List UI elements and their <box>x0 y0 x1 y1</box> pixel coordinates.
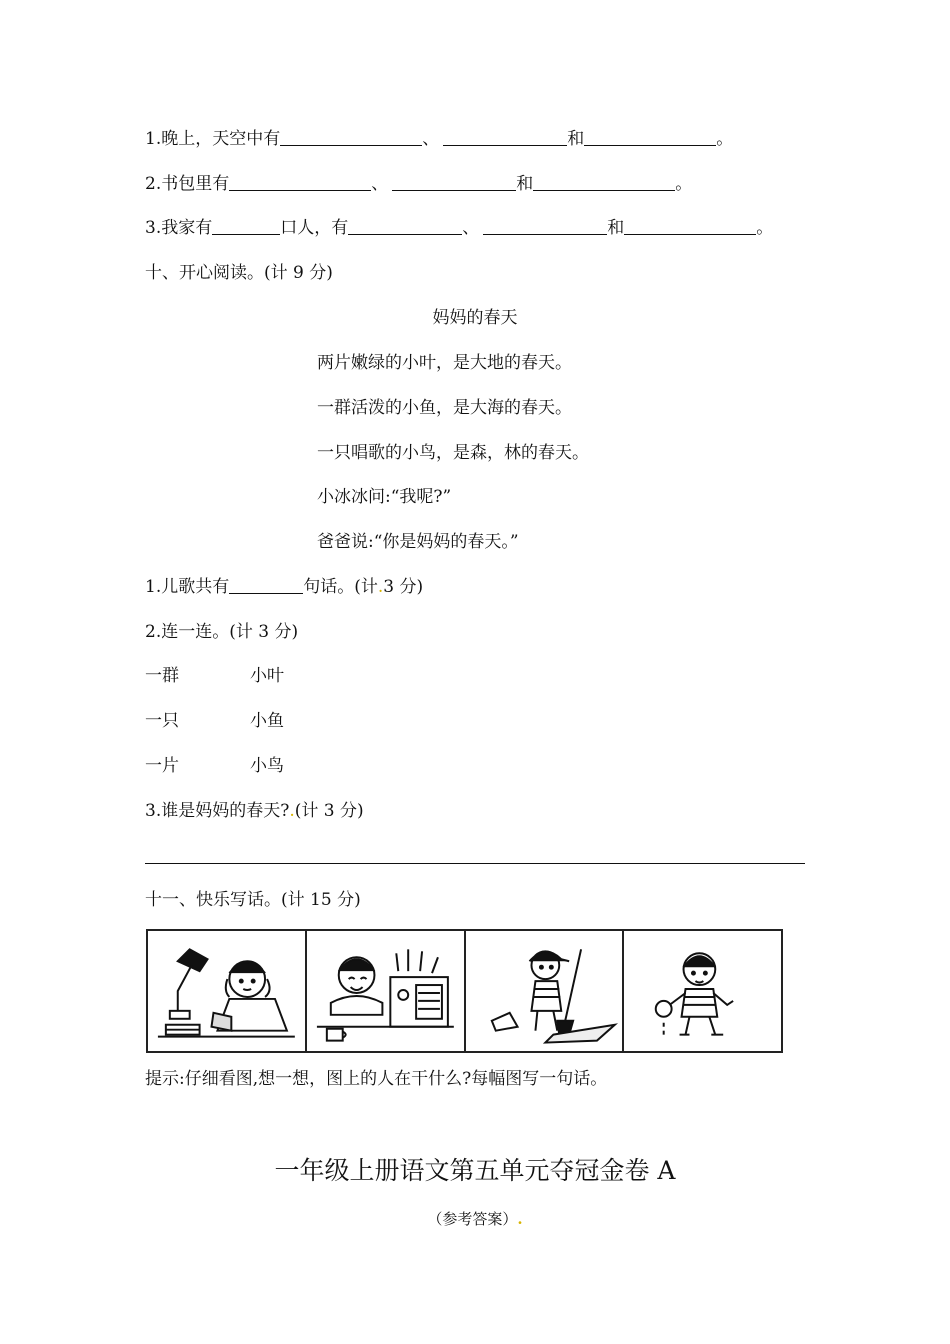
answer-key-subtitle <box>0 1208 950 1230</box>
answer-blank[interactable] <box>533 172 675 191</box>
rq1-score: 3 分) <box>383 577 424 597</box>
rq1-prefix: 1.儿歌共有 <box>145 577 230 597</box>
q1-sep: 、 <box>422 129 440 149</box>
q3-end: 。 <box>756 218 774 238</box>
picture-boy-radio <box>307 931 466 1051</box>
picture-strip <box>146 929 783 1053</box>
stray-dot: . <box>377 577 384 597</box>
answer-blank[interactable] <box>229 172 371 191</box>
reading-heading: 十、开心阅读。(计 9 分) <box>145 263 333 283</box>
picture-boy-ball <box>624 931 781 1051</box>
q1-and: 和 <box>567 129 585 149</box>
answer-blank[interactable] <box>212 216 280 235</box>
boy-ball-illustration <box>624 931 781 1051</box>
q3-and: 和 <box>607 218 625 238</box>
q2-prefix: 2.书包里有 <box>145 174 230 194</box>
match-right-item[interactable]: 小鸟 <box>250 756 284 776</box>
match-right-item[interactable]: 小叶 <box>250 666 284 686</box>
answer-blank[interactable] <box>483 216 607 235</box>
rq3-text: 3.谁是妈妈的春天? <box>145 801 290 821</box>
answer-blank[interactable] <box>624 216 756 235</box>
reading-question-1 <box>145 575 423 599</box>
poem-line: 小冰冰问:“我呢?” <box>317 487 452 507</box>
answer-blank[interactable] <box>392 172 516 191</box>
reading-question-2: 2.连一连。(计 3 分) <box>145 622 299 642</box>
answer-line[interactable] <box>145 863 805 864</box>
match-left-item[interactable]: 一只 <box>145 711 179 731</box>
poem-title: 妈妈的春天 <box>432 308 518 328</box>
writing-heading: 十一、快乐写话。(计 15 分) <box>145 890 361 910</box>
match-row <box>145 754 179 778</box>
fill-question-2 <box>145 172 692 196</box>
match-row <box>145 664 179 688</box>
poem-line: 爸爸说:“你是妈妈的春天。” <box>317 532 519 552</box>
match-right-item[interactable]: 小鱼 <box>250 711 284 731</box>
fill-question-1 <box>145 127 733 151</box>
match-row <box>145 709 179 733</box>
match-left-item[interactable]: 一片 <box>145 756 179 776</box>
writing-hint: 提示:仔细看图,想一想，图上的人在干什么?每幅图写一句话。 <box>145 1069 608 1089</box>
stray-dot: . <box>289 801 295 821</box>
q1-end: 。 <box>716 129 734 149</box>
answer-blank[interactable] <box>584 127 716 146</box>
q3-prefix: 3.我家有 <box>145 218 213 238</box>
answer-blank[interactable] <box>348 216 462 235</box>
q3-mid: 口人，有 <box>280 218 349 238</box>
rq1-suffix: 句话。(计 <box>303 577 378 597</box>
boy-radio-illustration <box>307 931 464 1051</box>
poem-line: 一群活泼的小鱼，是大海的春天。 <box>317 398 572 418</box>
answer-key-subtitle-text: （参考答案） <box>427 1210 518 1228</box>
picture-boy-sweeping <box>466 931 625 1051</box>
girl-reading-illustration <box>148 931 305 1051</box>
rq3-score: (计 3 分) <box>294 801 364 821</box>
answer-blank[interactable] <box>280 127 422 146</box>
q1-prefix: 1.晚上，天空中有 <box>145 129 281 149</box>
reading-question-3 <box>145 799 364 823</box>
q2-sep: 、 <box>371 174 389 194</box>
match-left-item[interactable]: 一群 <box>145 666 179 686</box>
poem-line: 一只唱歌的小鸟，是森，林的春天。 <box>317 443 589 463</box>
q2-and: 和 <box>516 174 534 194</box>
q3-sep: 、 <box>462 218 480 238</box>
fill-question-3 <box>145 216 773 240</box>
answer-blank[interactable] <box>229 575 303 594</box>
boy-sweeping-illustration <box>466 931 623 1051</box>
poem-line: 两片嫩绿的小叶，是大地的春天。 <box>317 353 572 373</box>
q2-end: 。 <box>675 174 693 194</box>
stray-dot: . <box>517 1210 523 1228</box>
answer-blank[interactable] <box>443 127 567 146</box>
answer-key-title: 一年级上册语文第五单元夺冠金卷 A <box>274 1156 676 1185</box>
picture-girl-reading <box>148 931 307 1051</box>
